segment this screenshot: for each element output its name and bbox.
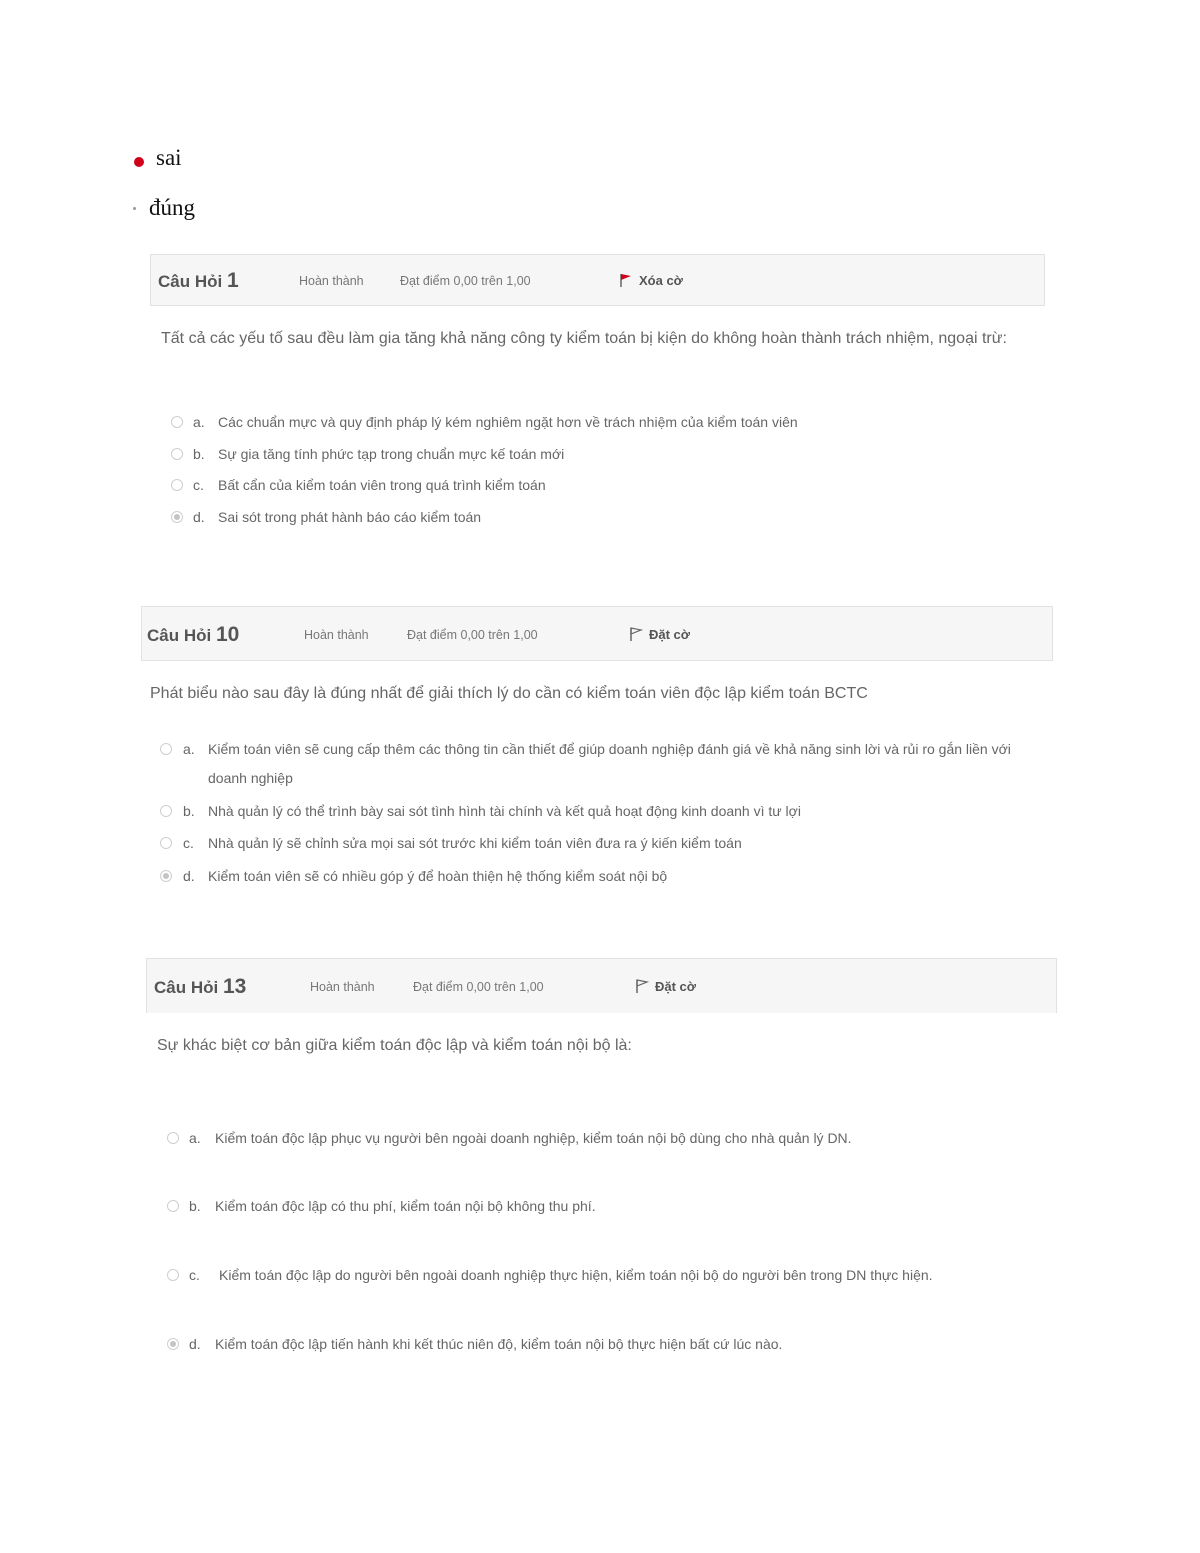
question-state: Hoàn thành	[299, 274, 364, 288]
question-grade: Đạt điểm 0,00 trên 1,00	[413, 980, 544, 994]
radio-button[interactable]	[160, 805, 172, 817]
option-letter: b.	[189, 1198, 201, 1214]
flag-button[interactable]	[635, 978, 696, 994]
option-text: Các chuẩn mực và quy định pháp lý kém nghiêm ngặt hơn về trách nhiệm của kiểm toán viên	[218, 414, 798, 430]
option-text: Kiểm toán viên sẽ có nhiều góp ý để hoàn thiện hệ thống kiểm soát nội bộ	[208, 868, 668, 884]
radio-button[interactable]	[171, 479, 183, 491]
option-letter: d.	[183, 868, 195, 884]
legend-right-label: đúng	[149, 195, 195, 220]
radio-button-selected[interactable]	[160, 870, 172, 882]
outline-flag-icon	[635, 978, 649, 994]
radio-button[interactable]	[167, 1200, 179, 1212]
option-letter: d.	[189, 1336, 201, 1352]
question-title	[154, 975, 246, 999]
option-text: Sự gia tăng tính phức tạp trong chuẩn mực kế toán mới	[218, 446, 565, 462]
radio-button[interactable]	[171, 416, 183, 428]
option-letter: c.	[193, 477, 204, 493]
option-text: Kiểm toán độc lập do người bên ngoài doanh nghiệp thực hiện, kiểm toán nội bộ do người bên trong DN thực hiện.	[219, 1267, 933, 1283]
outline-flag-icon	[629, 626, 643, 642]
question-title	[158, 269, 239, 293]
option-text: Kiểm toán viên sẽ cung cấp thêm các thông tin cần thiết để giúp doanh nghiệp đánh giá về khả năng sinh lời và rủi ro gắn liền với doanh nghiệp	[208, 741, 1011, 786]
option-text: Kiểm toán độc lập có thu phí, kiểm toán nội bộ không thu phí.	[215, 1198, 596, 1214]
option-letter: a.	[189, 1130, 201, 1146]
question-state: Hoàn thành	[310, 980, 375, 994]
radio-button[interactable]	[171, 448, 183, 460]
option-letter: d.	[193, 509, 205, 525]
question-number: 1	[226, 269, 239, 292]
question-text: Phát biểu nào sau đây là đúng nhất để giải thích lý do cần có kiểm toán viên độc lập kiểm toán BCTC	[150, 685, 868, 702]
question-title-prefix: Câu Hỏi	[147, 626, 212, 645]
radio-button-selected[interactable]	[171, 511, 183, 523]
option-letter: b.	[183, 803, 195, 819]
radio-button[interactable]	[160, 743, 172, 755]
option-letter: c.	[189, 1267, 200, 1283]
option-letter: a.	[193, 414, 205, 430]
flag-button[interactable]	[619, 272, 683, 288]
question-header	[141, 606, 1053, 661]
question-state: Hoàn thành	[304, 628, 369, 642]
question-title	[147, 623, 239, 647]
option-text: Nhà quản lý sẽ chỉnh sửa mọi sai sót trước khi kiểm toán viên đưa ra ý kiến kiểm toán	[208, 835, 742, 851]
question-title-prefix: Câu Hỏi	[158, 272, 223, 291]
radio-button-selected[interactable]	[167, 1338, 179, 1350]
radio-button[interactable]	[160, 837, 172, 849]
flag-label: Xóa cờ	[639, 272, 683, 288]
option-text: Nhà quản lý có thể trình bày sai sót tình hình tài chính và kết quả hoạt động kinh doanh vì tư lợi	[208, 803, 801, 819]
radio-button[interactable]	[167, 1269, 179, 1281]
dot-bullet-icon	[133, 207, 136, 210]
option-text: Kiểm toán độc lập phục vụ người bên ngoài doanh nghiệp, kiểm toán nội bộ dùng cho nhà quản lý DN.	[215, 1130, 852, 1146]
radio-button[interactable]	[167, 1132, 179, 1144]
option-letter: a.	[183, 741, 195, 757]
flag-label: Đặt cờ	[649, 626, 691, 642]
question-title-prefix: Câu Hỏi	[154, 978, 219, 997]
question-text: Tất cả các yếu tố sau đều làm gia tăng khả năng công ty kiểm toán bị kiện do không hoàn thành trách nhiệm, ngoại trừ:	[161, 330, 1007, 347]
flag-button[interactable]	[629, 626, 690, 642]
question-grade: Đạt điểm 0,00 trên 1,00	[407, 628, 538, 642]
question-header	[146, 958, 1057, 1013]
legend-wrong-label: sai	[156, 145, 182, 170]
option-letter: c.	[183, 835, 194, 851]
flag-label: Đặt cờ	[655, 978, 697, 994]
option-text: Sai sót trong phát hành báo cáo kiểm toán	[218, 509, 482, 525]
question-grade: Đạt điểm 0,00 trên 1,00	[400, 274, 531, 288]
question-number: 13	[222, 975, 247, 998]
question-header	[150, 254, 1045, 306]
question-text: Sự khác biệt cơ bản giữa kiểm toán độc lập và kiểm toán nội bộ là:	[157, 1037, 632, 1054]
option-text: Bất cẩn của kiểm toán viên trong quá trình kiểm toán	[218, 477, 546, 493]
option-letter: b.	[193, 446, 205, 462]
red-flag-icon	[619, 272, 633, 288]
red-bullet-icon	[134, 157, 144, 167]
question-number: 10	[215, 623, 240, 646]
option-text: Kiểm toán độc lập tiến hành khi kết thúc niên độ, kiểm toán nội bộ thực hiện bất cứ lúc nào.	[215, 1336, 783, 1352]
